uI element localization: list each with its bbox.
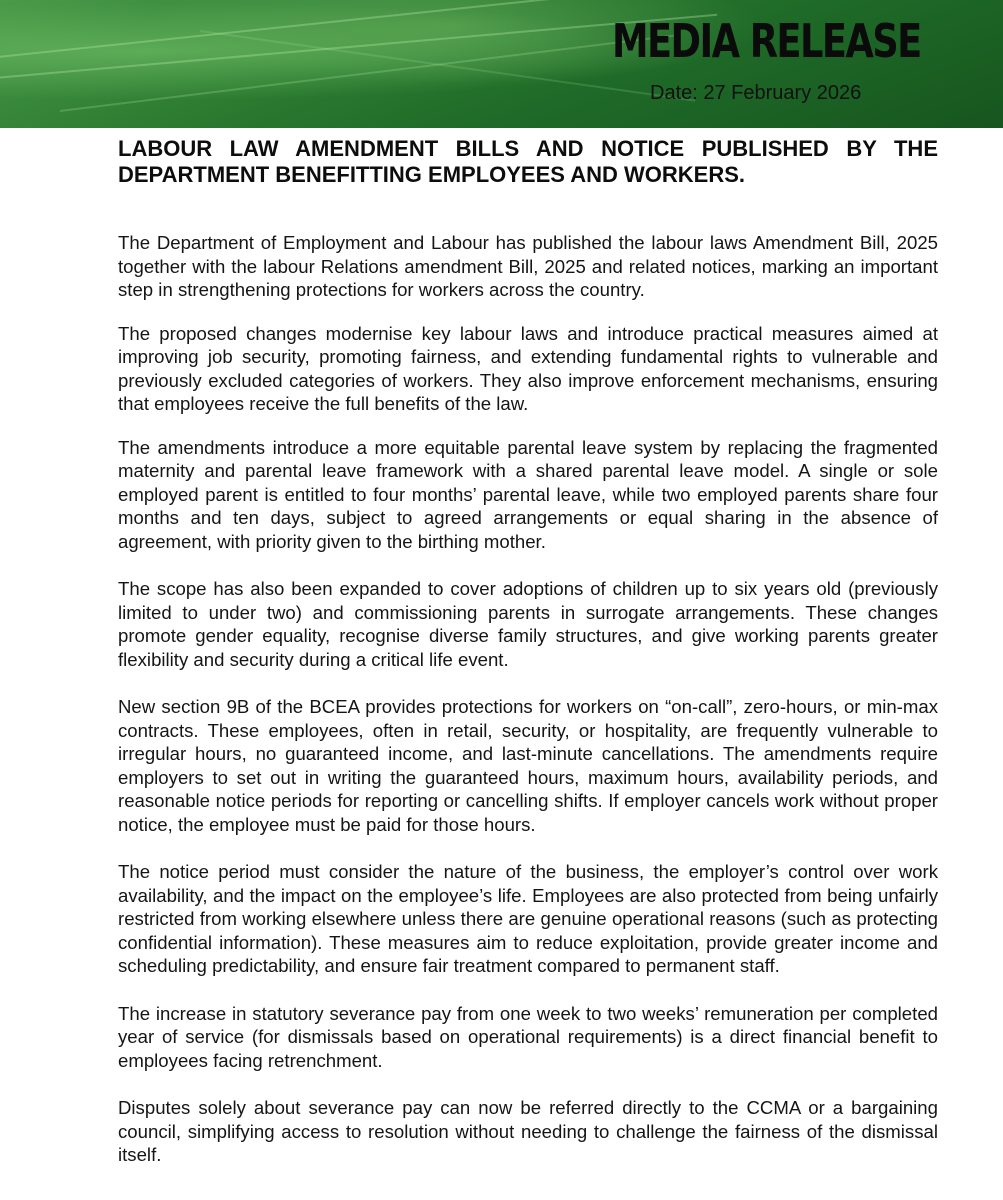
paragraph: The amendments introduce a more equitable parental leave system by replacing the fragmented maternity and parental leave framework with a shared parental leave model. A single or sole employed parent is entitled to four months’ parental leave, while two employed parents share four months and ten days, subject to agreed arrangements or equal sharing in the absence of agreement, with priority given to the birthing mother.	[118, 436, 938, 552]
paragraph: Disputes solely about severance pay can now be referred directly to the CCMA or a bargaining council, simplifying access to resolution without needing to challenge the fairness of the dismissal itself.	[118, 1097, 938, 1165]
page-headline: LABOUR LAW AMENDMENT BILLS AND NOTICE PUBLISHED BY THE DEPARTMENT BENEFITTING EMPLOYEES AND WORKERS.	[118, 136, 938, 187]
banner-decoration	[0, 14, 717, 82]
paragraph: New section 9B of the BCEA provides protections for workers on “on-call”, zero-hours, or min-max contracts. These employees, often in retail, security, or hospitality, are frequently vulnerable to irregular hours, no guaranteed income, and last-minute cancellations. The amendments require employers to set out in writing the guaranteed hours, maximum hours, availability periods, and reasonable notice periods for reporting or cancelling shifts. If employer cancels work without proper notice, the employee must be paid for those hours.	[118, 696, 938, 835]
media-release-title: MEDIA RELEASE	[612, 14, 921, 68]
release-date: Date: 27 February 2026	[650, 82, 862, 104]
body-text	[118, 231, 938, 1167]
paragraph: The scope has also been expanded to cover adoptions of children up to six years old (previously limited to under two) and commissioning parents in surrogate arrangements. These changes promote gender equality, recognise diverse family structures, and give working parents greater flexibility and security during a critical life event.	[118, 578, 938, 670]
header-banner	[0, 0, 1003, 128]
banner-decoration	[0, 0, 656, 62]
paragraph: The increase in statutory severance pay from one week to two weeks’ remuneration per completed year of service (for dismissals based on operational requirements) is a direct financial benefit to employees facing retrenchment.	[118, 1002, 938, 1071]
paragraph: The proposed changes modernise key labour laws and introduce practical measures aimed at improving job security, promoting fairness, and extending fundamental rights to vulnerable and previously excluded categories of workers. They also improve enforcement mechanisms, ensuring that employees receive the full benefits of the law.	[118, 322, 938, 414]
paragraph: The Department of Employment and Labour has published the labour laws Amendment Bill, 2025 together with the labour Relations amendment Bill, 2025 and related notices, marking an important step in strengthening protections for workers across the country.	[118, 232, 938, 300]
paragraph: The notice period must consider the nature of the business, the employer’s control over work availability, and the impact on the employee’s life. Employees are also protected from being unfairly restricted from working elsewhere unless there are genuine operational reasons (such as protecting confidential information). These measures aim to reduce exploitation, provide greater income and scheduling predictability, and ensure fair treatment compared to permanent staff.	[118, 861, 938, 976]
